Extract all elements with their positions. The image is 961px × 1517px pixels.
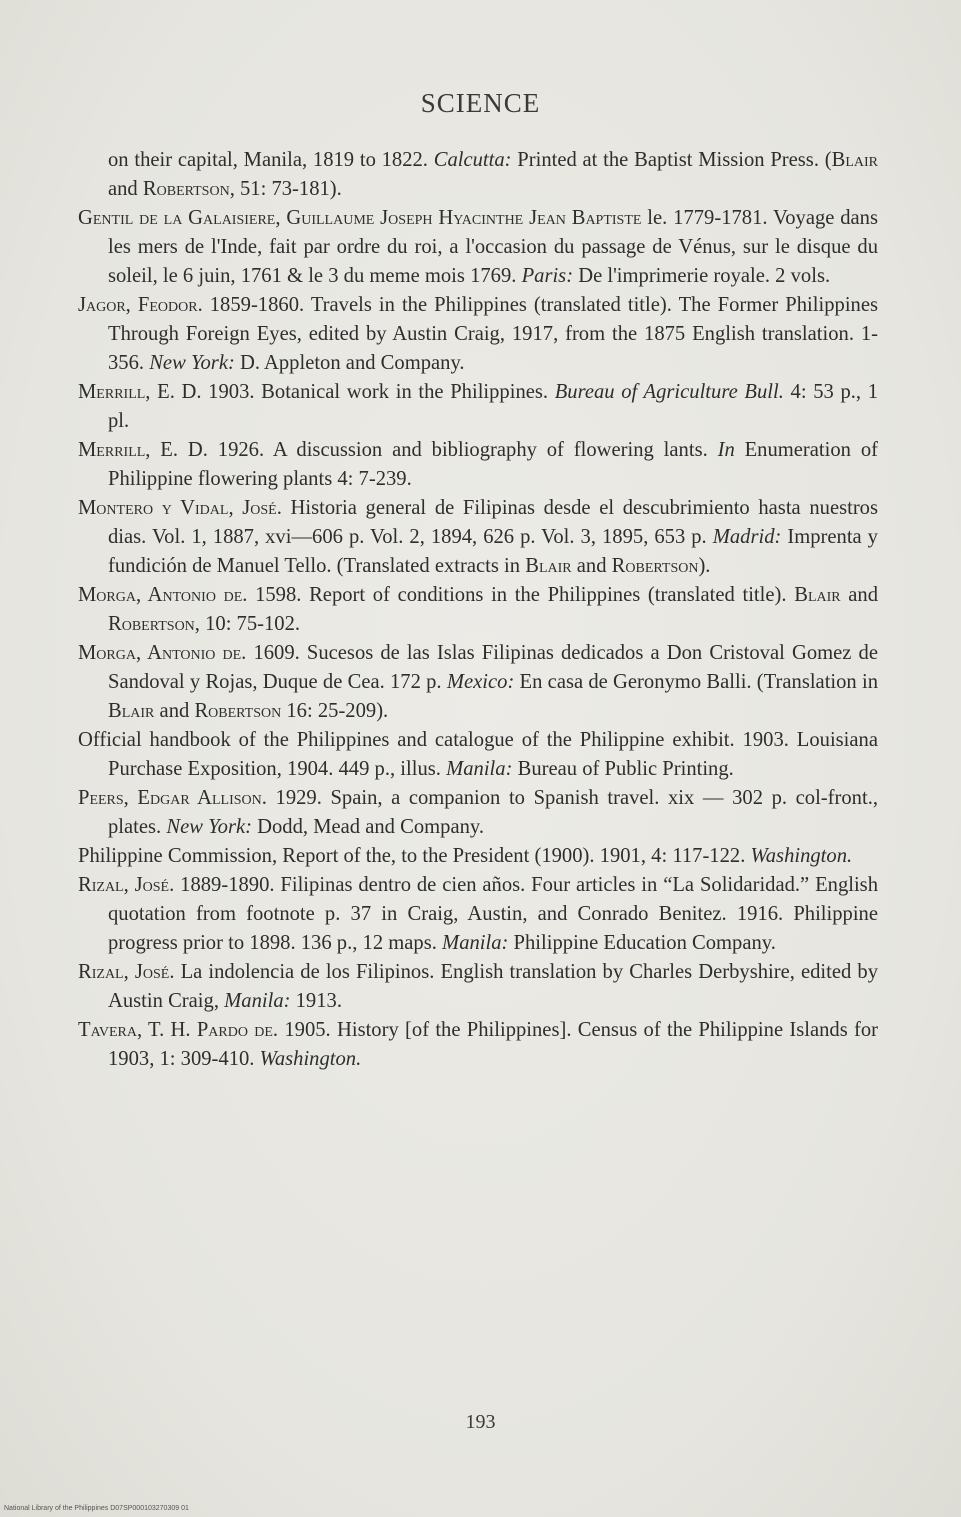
author-name: Robertson [194, 700, 282, 722]
entry-text: on their capital, Manila, 1819 to 1822. [108, 149, 434, 171]
entry-text: . 1929. Spain, a companion to Spanish travel. xix — 302 p. col-front., plates. [108, 787, 878, 838]
entry-text: and [571, 555, 612, 577]
bibliography-entry [78, 1016, 878, 1074]
entry-text: 4: 53 p., 1 pl. [108, 381, 878, 432]
italic-text: In [717, 439, 735, 461]
author-name: Robertson [611, 555, 699, 577]
entry-text: En casa de Geronymo Balli. (Translation in [514, 671, 878, 693]
entry-text: Enumeration of Philippine flowering plants 4: 7-239. [108, 439, 878, 490]
author-name: Rizal, José [78, 961, 170, 983]
entry-text: . 1926. A discussion and bibliography of flowering lants. [202, 439, 718, 461]
author-name: Peers, Edgar Allison [78, 787, 262, 809]
author-name: Merrill, E. D [78, 381, 197, 403]
bibliography-entry [78, 494, 878, 581]
bibliography-entry [78, 784, 878, 842]
running-header: SCIENCE [420, 88, 541, 118]
entry-text: and [154, 700, 195, 722]
italic-text: Madrid: [712, 526, 782, 548]
author-name: Gentil de la Galaisiere, Guillaume Joseph Hyacinthe Jean Baptiste [78, 207, 642, 229]
entry-text: , 51: 73-181). [229, 178, 342, 200]
entry-text: . 1609. Sucesos de las Islas Filipinas dedicados a Don Cristoval Gomez de Sandoval y Rojas, Duque de Cea. 172 p. [108, 642, 878, 693]
italic-text: Manila: [224, 990, 291, 1012]
bibliography-list [78, 146, 878, 1074]
bibliography-entry [78, 871, 878, 958]
entry-text: . 1859-1860. Travels in the Philippines (translated title). The Former Philippines Through Foreign Eyes, edited by Austin Craig, 1917, from the 1875 English translation. 1-356. [108, 294, 878, 374]
author-name: Robertson [108, 613, 195, 635]
bibliography-entry [78, 436, 878, 494]
italic-text: Calcutta: [433, 149, 512, 171]
author-name: Montero y Vidal, José [78, 497, 277, 519]
entry-text: . 1905. History [of the Philippines]. Census of the Philippine Islands for 1903, 1: 309-410. [108, 1019, 879, 1070]
entry-text: . 1903. Botanical work in the Philippines. [196, 381, 555, 403]
entry-text: Printed at the Baptist Mission Press. ( [511, 149, 832, 171]
bibliography-entry [78, 146, 878, 204]
author-name: Morga, Antonio de [78, 584, 243, 606]
bibliography-entry [78, 726, 878, 784]
entry-text: and [108, 178, 143, 200]
entry-text: ). [698, 555, 711, 577]
author-name: Jagor, Feodor [78, 294, 198, 316]
italic-text: Manila: [442, 932, 509, 954]
italic-text: New York: [166, 816, 252, 838]
entry-text: . La indolencia de los Filipinos. English translation by Charles Derbyshire, edited by Austin Craig, [108, 961, 878, 1012]
author-name: Blair [108, 700, 155, 722]
entry-text: Philippine Education Company. [508, 932, 776, 954]
bibliography-entry [78, 291, 878, 378]
entry-text: 1913. [290, 990, 342, 1012]
entry-text: Dodd, Mead and Company. [251, 816, 485, 838]
entry-text: . 1598. Report of conditions in the Philippines (translated title). [242, 584, 795, 606]
italic-text: Manila: [446, 758, 513, 780]
scan-footer: National Library of the Philippines D07SP000103270309 01 [4, 1505, 189, 1512]
entry-text: . 1889-1890. Filipinas dentro de cien años. Four articles in “La Solidaridad.” English quotation from footnote p. 37 in Craig, Austin, and Conrado Benitez. 1916. Philippine progress prior to 1898. 136 p., 12 maps. [108, 874, 878, 954]
bibliography-entry [78, 842, 878, 871]
entry-text: D. Appleton and Company. [234, 352, 465, 374]
bibliography-entry [78, 581, 878, 639]
entry-text: 16: 25-209). [281, 700, 389, 722]
entry-text: De l'imprimerie royale. 2 vols. [573, 265, 831, 287]
page-number: 193 [465, 1411, 496, 1433]
entry-text: Official handbook of the Philippines and catalogue of the Philippine exhibit. 1903. Louisiana Purchase Exposition, 1904. 449 p., illus. [78, 729, 878, 780]
author-name: Blair [794, 584, 841, 606]
entry-text: . Historia general de Filipinas desde el descubrimiento hasta nuestros dias. Vol. 1, 1887, xvi—606 p. Vol. 2, 1894, 626 p. Vol. 3, 1895, 653 p. [108, 497, 878, 548]
author-name: Morga, Antonio de [78, 642, 242, 664]
italic-text: New York: [149, 352, 235, 374]
italic-text: Mexico: [446, 671, 515, 693]
author-name: Blair [831, 149, 878, 171]
entry-text: Philippine Commission, Report of the, to the President (1900). 1901, 4: 117-122. [78, 845, 751, 867]
entry-text: le. 1779-1781. Voyage dans les mers de l'Inde, fait par ordre du roi, a l'occasion du passage de Vénus, sur le disque du soleil, le 6 juin, 1761 & le 3 du meme mois 1769. [108, 207, 878, 287]
bibliography-entry [78, 639, 878, 726]
author-name: Tavera, T. H. Pardo de [78, 1019, 273, 1041]
bibliography-entry [78, 204, 878, 291]
bibliography-entry [78, 958, 878, 1016]
author-name: Robertson [142, 178, 230, 200]
author-name: Merrill, E. D [78, 439, 203, 461]
italic-text: Paris: [521, 265, 574, 287]
entry-text: , 10: 75-102. [194, 613, 301, 635]
entry-text: and [840, 584, 879, 606]
entry-text: Imprenta y fundición de Manuel Tello. (Translated extracts in [108, 526, 878, 577]
italic-text: Washington. [750, 845, 853, 867]
bibliography-entry [78, 378, 878, 436]
entry-text: Bureau of Public Printing. [512, 758, 734, 780]
italic-text: Washington. [259, 1048, 362, 1070]
italic-text: Bureau of Agriculture Bull. [554, 381, 784, 403]
author-name: Blair [525, 555, 572, 577]
author-name: Rizal, José [78, 874, 170, 896]
